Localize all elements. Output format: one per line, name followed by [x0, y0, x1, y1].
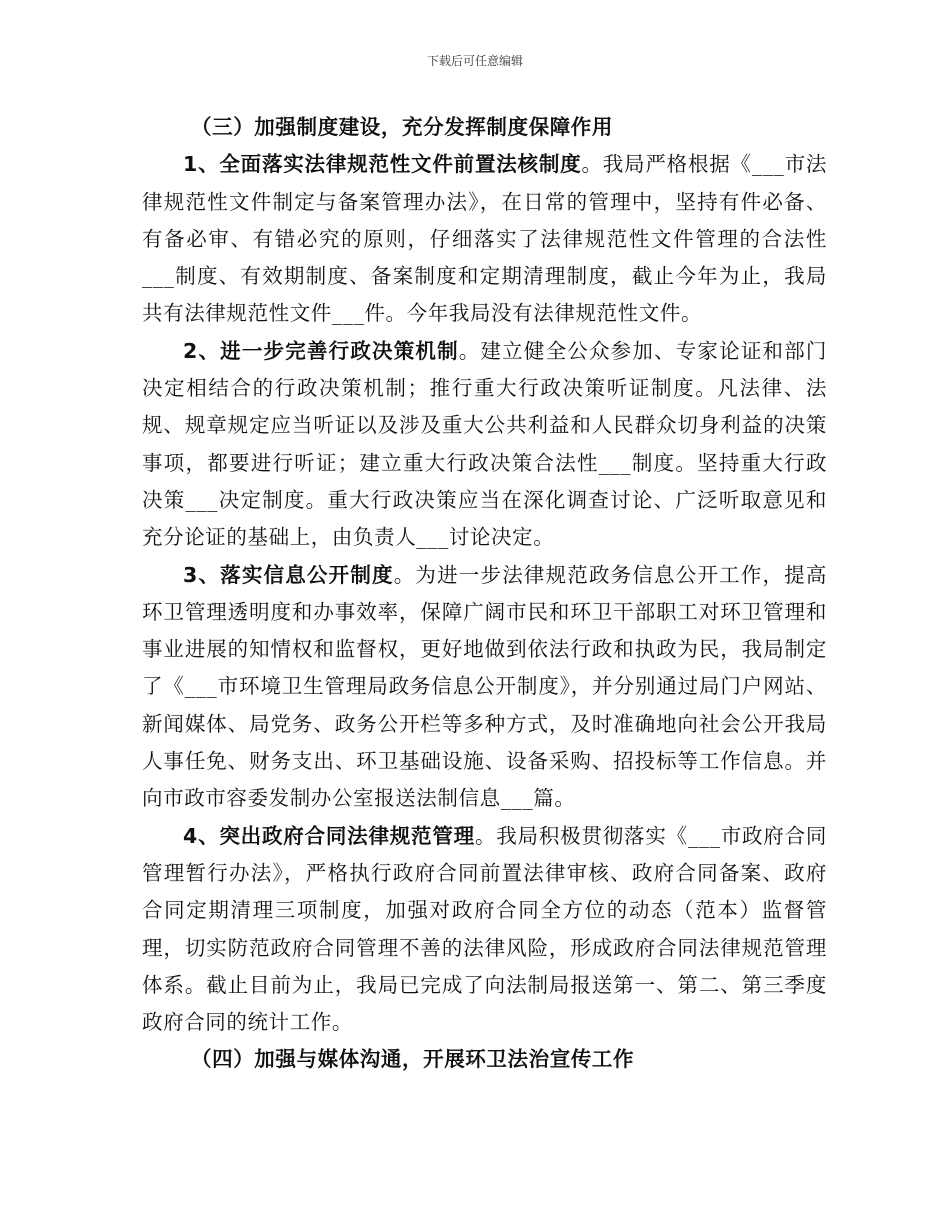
item-4-body: 。我局积极贯彻落实《___市政府合同管理暂行办法》，严格执行政府合同前置法律审核、政府合同备案、政府合同定期清理三项制度，加强对政府合同全方位的动态（范本）监督管理，切实防范政府合同管理不善的法律风险，形成政府合同法律规范管理体系。截止目前为止，我局已完成了向法制局报送第一、第二、第三季度政府合同的统计工作。 [142, 823, 827, 1035]
paragraph-item-2 [142, 333, 827, 557]
item-3-body: 。为进一步法律规范政务信息公开工作，提高环卫管理透明度和办事效率，保障广阔市民和环卫干部职工对环卫管理和事业进展的知情权和监督权，更好地做到依法行政和执政为民，我局制定了《___市环境卫生管理局政务信息公开制度》，并分别通过局门户网站、新闻媒体、局党务、政务公开栏等多种方式，及时准确地向社会公开我局人事任免、财务支出、环卫基础设施、设备采购、招投标等工作信息。并向市政市容委发制办公室报送法制信息___篇。 [142, 562, 828, 811]
item-1-body: 。我局严格根据《___市法律规范性文件制定与备案管理办法》，在日常的管理中，坚持有件必备、有备必审、有错必究的原则，仔细落实了法律规范性文件管理的合法性___制度、有效期制度、备案制度和定期清理制度，截止今年为止，我局共有法律规范性文件___件。今年我局没有法律规范性文件。 [142, 152, 827, 326]
item-2-lead: 2、进一步完善行政决策机制 [183, 338, 459, 363]
item-4-lead: 4、突出政府合同法律规范管理 [183, 823, 475, 848]
paragraph-item-4 [142, 818, 827, 1042]
page-header-note: 下载后可任意编辑 [426, 54, 523, 68]
document-body [142, 109, 827, 1079]
section-3-heading: （三）加强制度建设，充分发挥制度保障作用 [191, 115, 613, 139]
item-1-lead: 1、全面落实法律规范性文件前置法核制度 [183, 152, 582, 177]
paragraph-item-1 [142, 146, 827, 332]
paragraph-item-3 [142, 557, 827, 818]
item-2-body: 。建立健全公众参加、专家论证和部门决定相结合的行政决策机制；推行重大行政决策听证制度。凡法律、法规、规章规定应当听证以及涉及重大公共利益和人民群众切身利益的决策事项，都要进行听证；建立重大行政决策合法性___制度。坚持重大行政决策___决定制度。重大行政决策应当在深化调查讨论、广泛听取意见和充分论证的基础上，由负责人___讨论决定。 [142, 338, 827, 550]
section-4-heading: （四）加强与媒体沟通，开展环卫法治宣传工作 [191, 1047, 635, 1072]
item-3-lead: 3、落实信息公开制度 [183, 562, 394, 587]
